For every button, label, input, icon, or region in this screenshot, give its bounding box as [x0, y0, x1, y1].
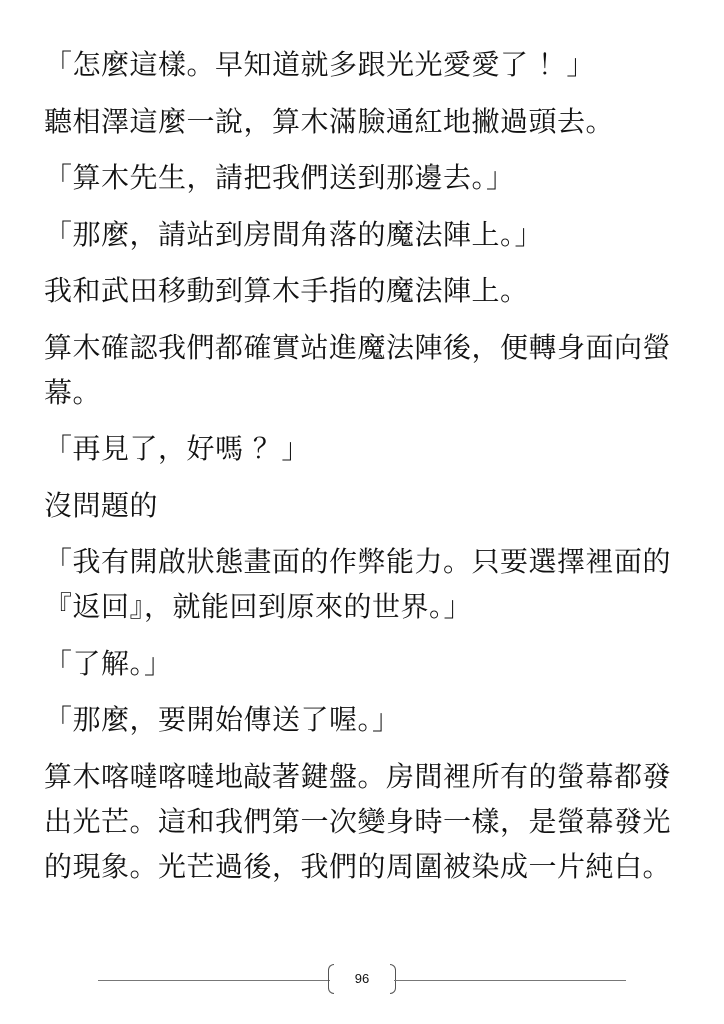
footer-rule-left: [98, 980, 330, 981]
paragraph: 我和武田移動到算木手指的魔法陣上。: [44, 274, 529, 307]
page-number: 96: [354, 971, 370, 986]
footer-rule-right: [394, 980, 626, 981]
paragraph: 「了解。」: [44, 646, 173, 680]
paragraph: 「再見了，好嗎 ？」: [44, 432, 310, 465]
paragraph: 「怎麼這樣。早知道就多跟光光愛愛了 ！」: [44, 48, 595, 81]
paragraph: 聽相澤這麼一說，算木滿臉通紅地撇過頭去。: [44, 104, 615, 138]
paragraph: 算木確認我們都確實站進魔法陣後，便轉身面向螢幕。: [44, 330, 672, 409]
paragraph: 「那麼，請站到房間角落的魔法陣上。」: [44, 217, 544, 251]
paragraph: 「我有開啟狀態畫面的作弊能力。只要選擇裡面的『返回』，就能回到原來的世界。」: [44, 545, 672, 623]
paragraph: 「算木先生，請把我們送到那邊去。」: [44, 161, 515, 194]
paragraph: 算木喀噠喀噠地敲著鍵盤。房間裡所有的螢幕都發出光芒。這和我們第一次變身時一樣，是螢幕發光的現象。光芒過後，我們的周圍被染成一片純白。: [44, 759, 672, 883]
page-footer: [0, 960, 724, 1000]
page-body: [44, 42, 684, 900]
footer-bracket-right: [390, 964, 396, 994]
paragraph: 「那麼，要開始傳送了喔。」: [44, 703, 401, 736]
paragraph: 沒問題的: [44, 488, 159, 522]
